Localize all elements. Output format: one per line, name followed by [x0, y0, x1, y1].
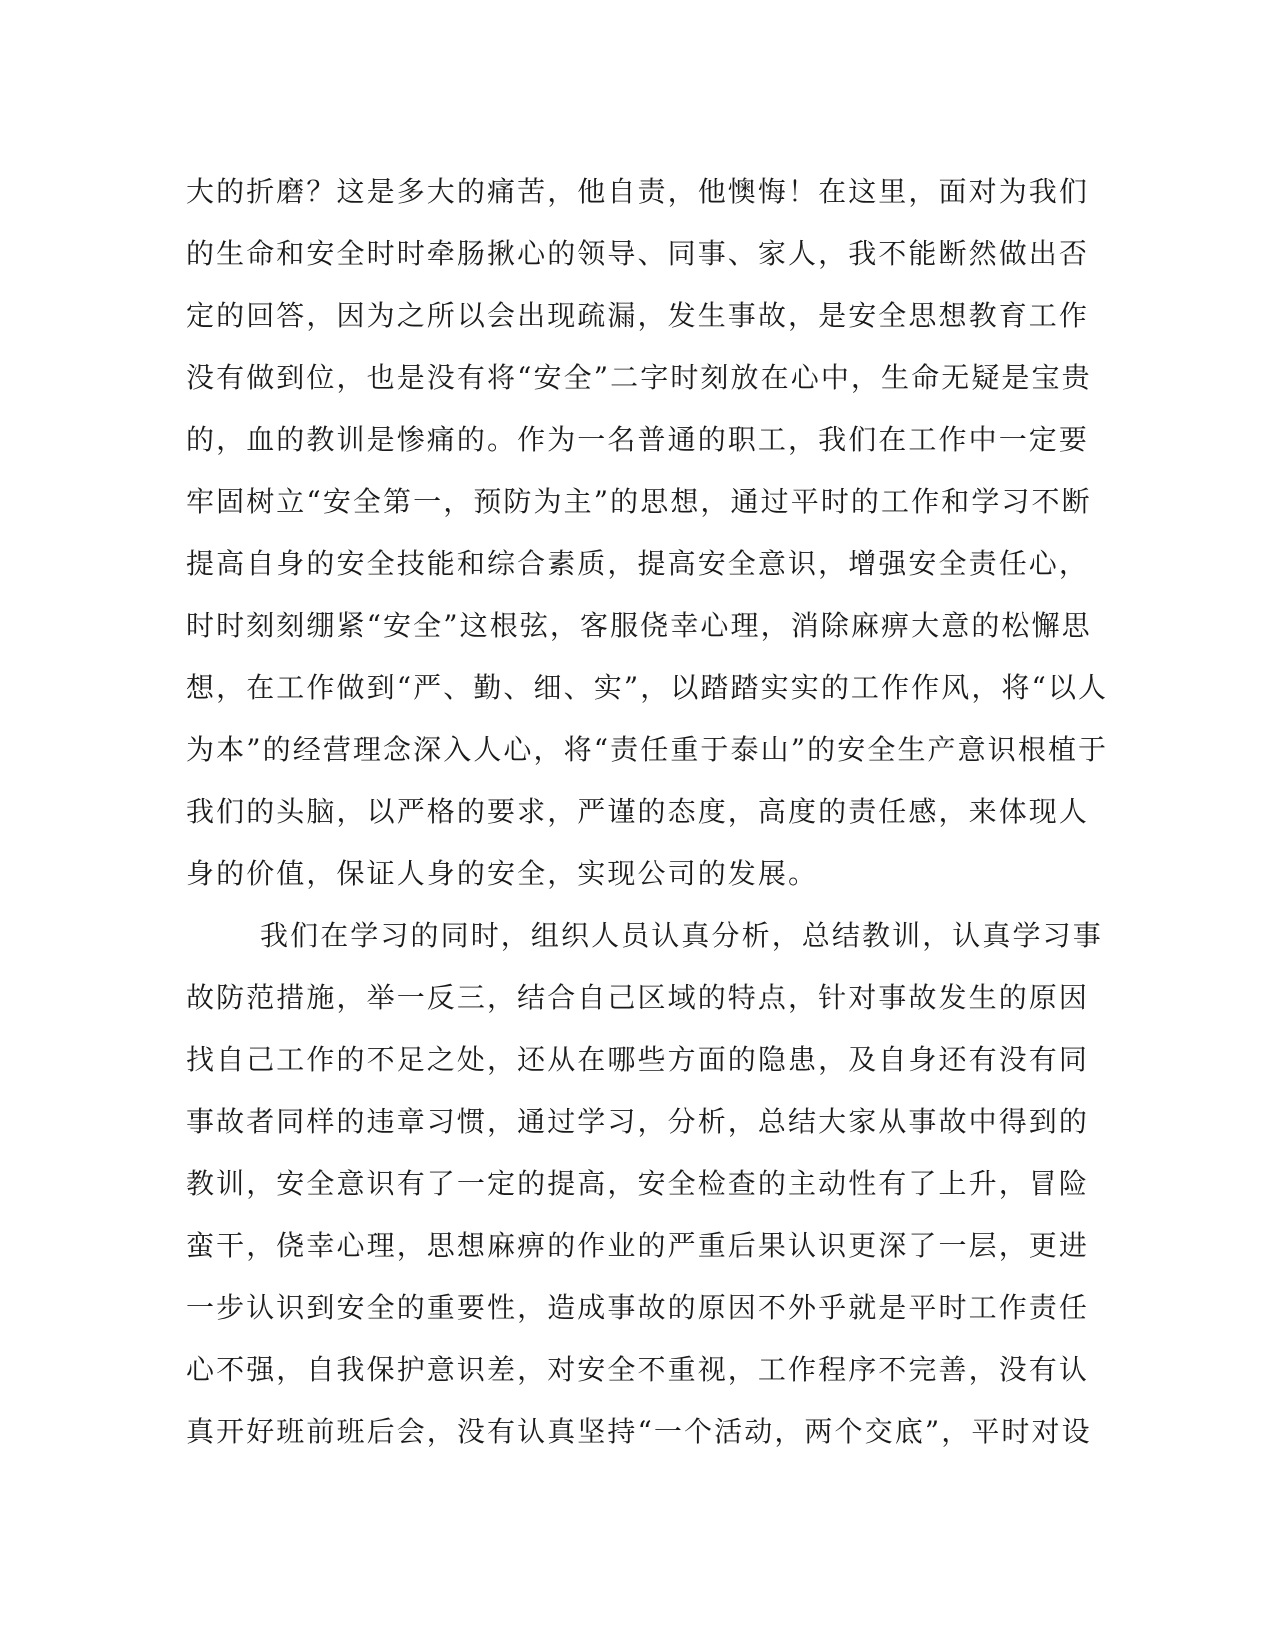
text-line: 我们的头脑，以严格的要求，严谨的态度，高度的责任感，来体现人	[186, 795, 1090, 828]
text-line: 为本”的经营理念深入人心，将“责任重于泰山”的安全生产意识根植于	[186, 733, 1109, 766]
text-line: 大的折磨？这是多大的痛苦，他自责，他懊悔！在这里，面对为我们	[186, 175, 1090, 208]
text-line: 事故者同样的违章习惯，通过学习，分析，总结大家从事故中得到的	[186, 1105, 1090, 1138]
text-line: 想，在工作做到“严、勤、细、实”，以踏踏实实的工作作风，将“以人	[186, 671, 1109, 704]
text-line: 心不强，自我保护意识差，对安全不重视，工作程序不完善，没有认	[186, 1353, 1090, 1386]
text-line: 没有做到位，也是没有将“安全”二字时刻放在心中，生命无疑是宝贵	[186, 361, 1092, 394]
paragraph-1	[186, 161, 1109, 905]
text-line: 定的回答，因为之所以会出现疏漏，发生事故，是安全思想教育工作	[186, 299, 1090, 332]
text-line: 蛮干，侥幸心理，思想麻痹的作业的严重后果认识更深了一层，更进	[186, 1229, 1090, 1262]
text-line: 真开好班前班后会，没有认真坚持“一个活动，两个交底”，平时对设	[186, 1415, 1092, 1448]
text-line: 故防范措施，举一反三，结合自己区域的特点，针对事故发生的原因	[186, 981, 1090, 1014]
paragraph-2	[186, 905, 1103, 1463]
text-line: 的，血的教训是惨痛的。作为一名普通的职工，我们在工作中一定要	[186, 423, 1090, 456]
text-line: 提高自身的安全技能和综合素质，提高安全意识，增强安全责任心，	[186, 547, 1090, 580]
text-line: 身的价值，保证人身的安全，实现公司的发展。	[186, 857, 819, 890]
text-line: 时时刻刻绷紧“安全”这根弦，客服侥幸心理，消除麻痹大意的松懈思	[186, 609, 1092, 642]
text-line: 教训，安全意识有了一定的提高，安全检查的主动性有了上升，冒险	[186, 1167, 1090, 1200]
text-line: 的生命和安全时时牵肠揪心的领导、同事、家人，我不能断然做出否	[186, 237, 1090, 270]
text-line: 一步认识到安全的重要性，造成事故的原因不外乎就是平时工作责任	[186, 1291, 1090, 1324]
text-line: 找自己工作的不足之处，还从在哪些方面的隐患，及自身还有没有同	[186, 1043, 1090, 1076]
text-line: 我们在学习的同时，组织人员认真分析，总结教训，认真学习事	[260, 919, 1103, 952]
text-line: 牢固树立“安全第一，预防为主”的思想，通过平时的工作和学习不断	[186, 485, 1092, 518]
body-text	[186, 161, 1109, 1463]
